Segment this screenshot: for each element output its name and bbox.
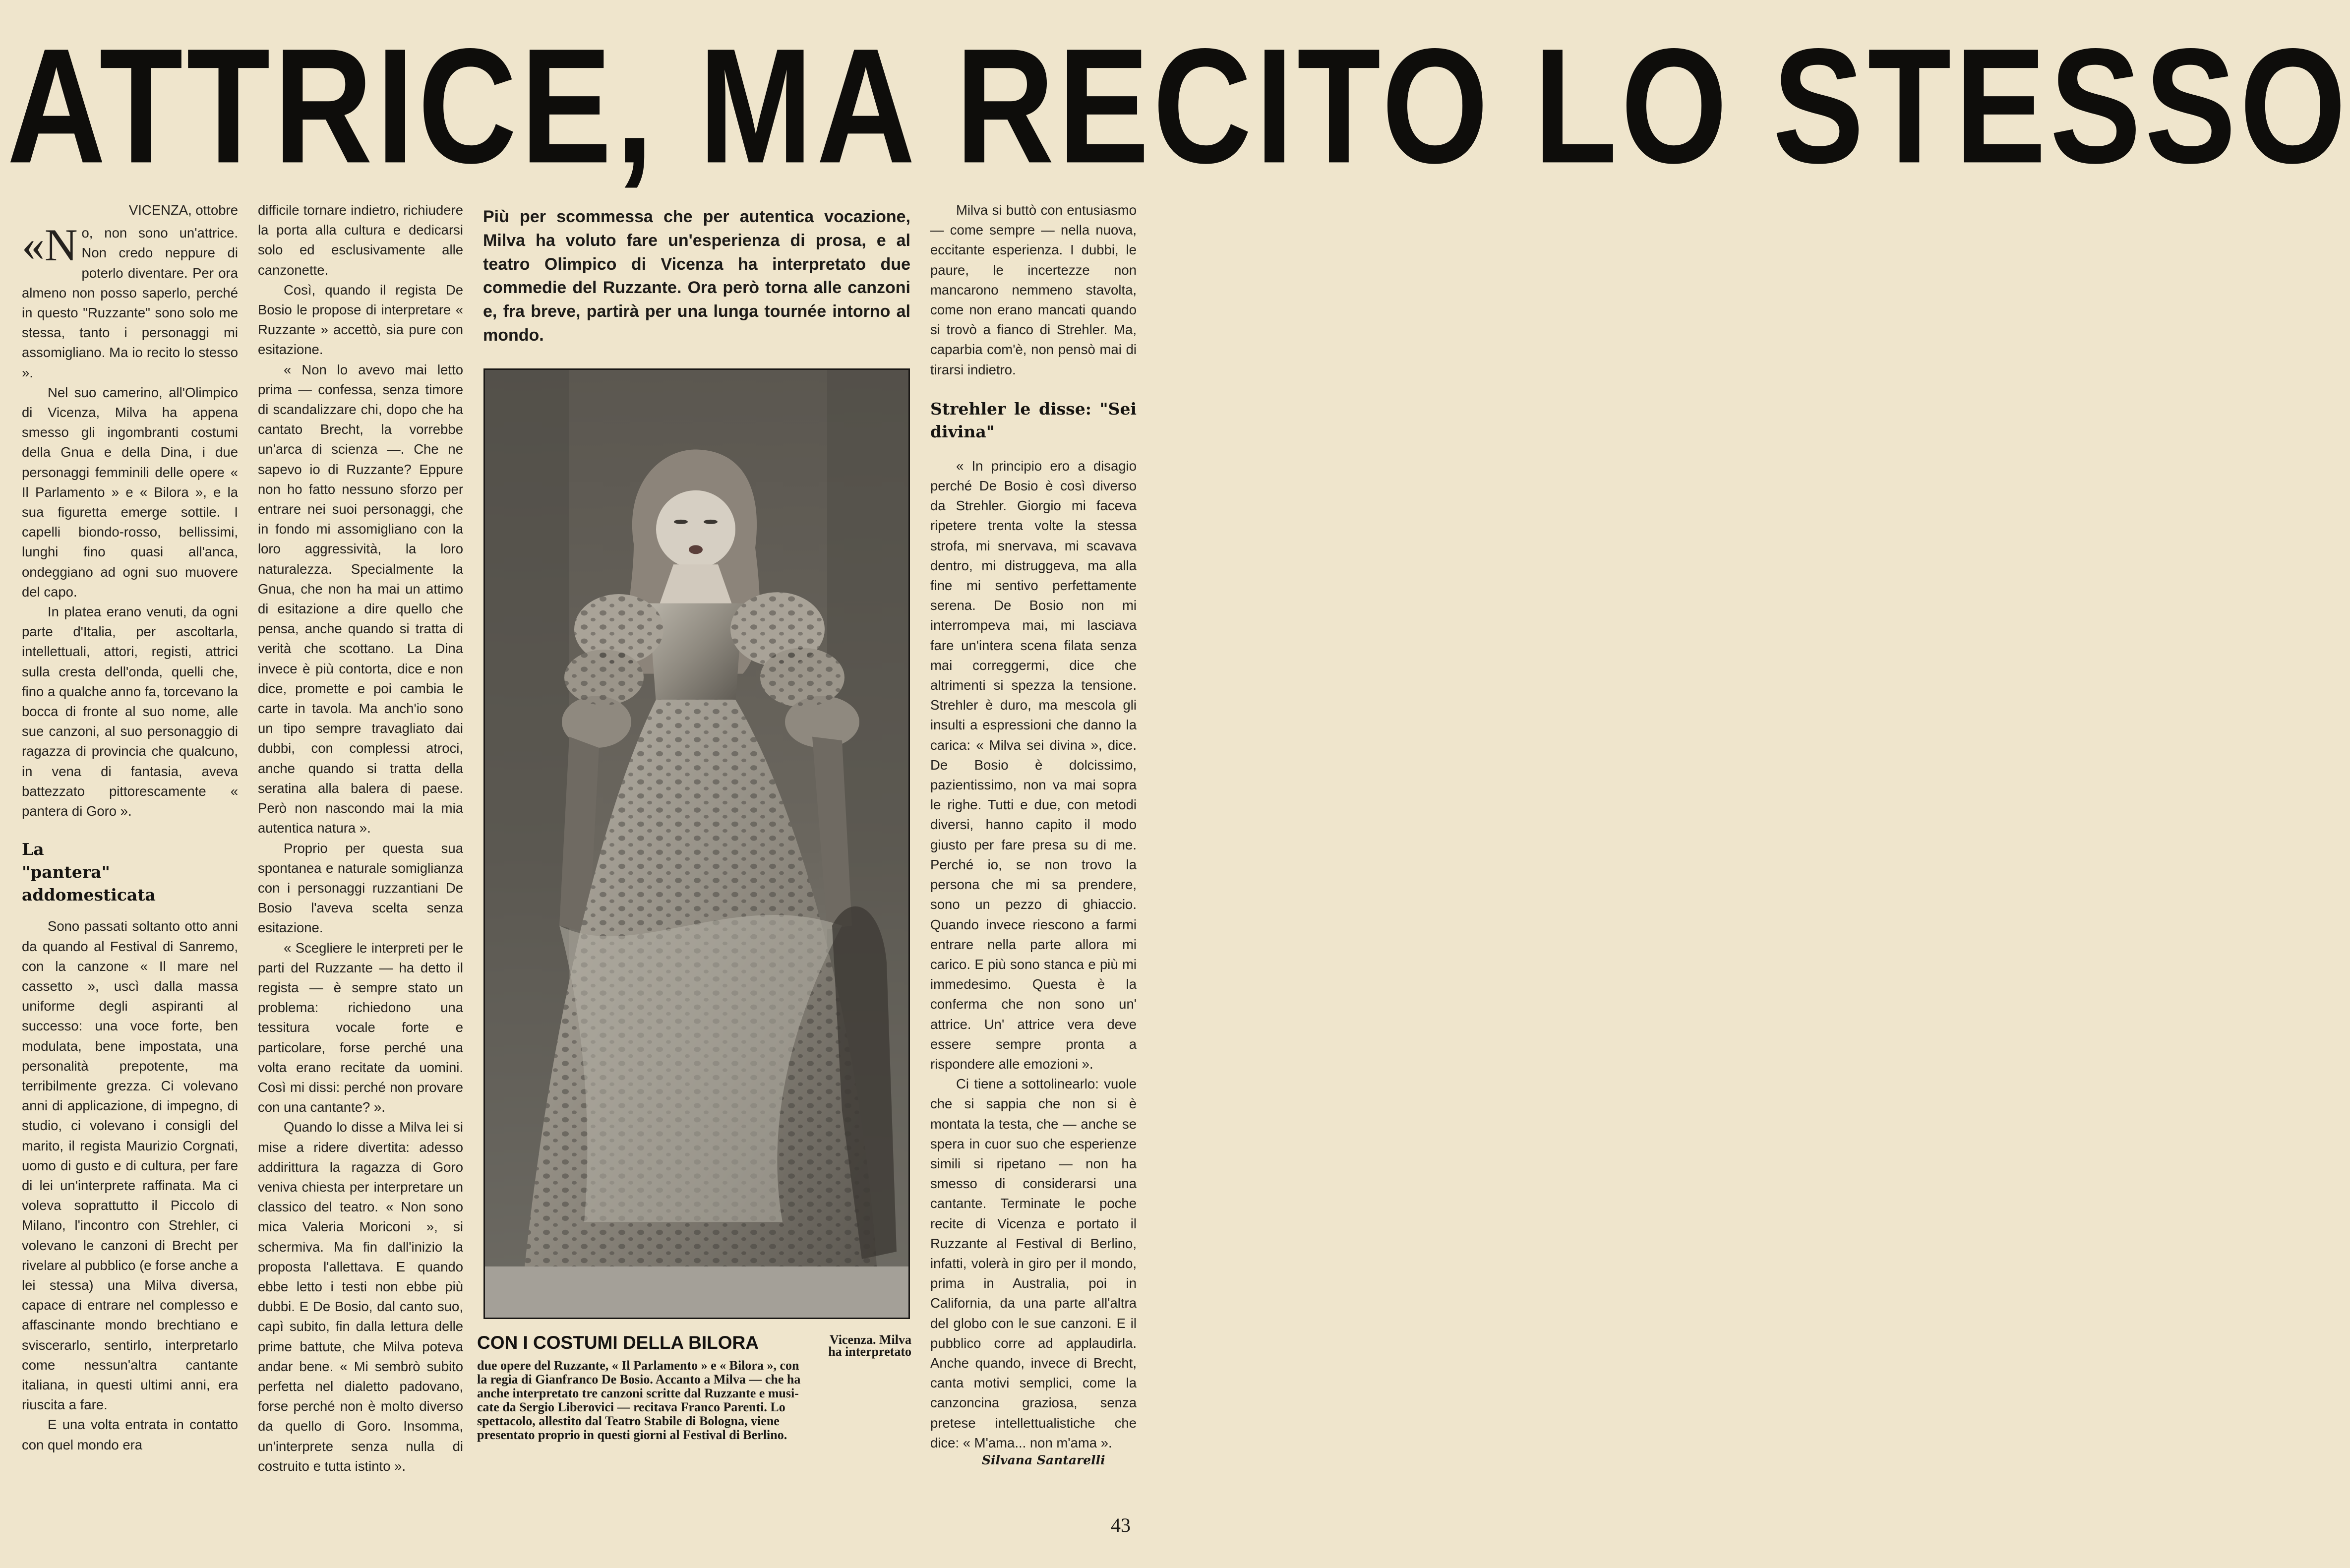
col2-paragraph: Proprio per questa sua spontanea e naturale somiglianza con i personaggi ruzzantiani De Bosio l'aveva scelta senza esitazione. (258, 840, 463, 936)
subhead-pantera: La "pantera" addomesticata (22, 840, 156, 905)
drop-cap: «N (22, 220, 78, 271)
col1-paragraph: In platea erano venuti, da ogni parte d'Italia, per ascoltarla, intellettuali, attori, registi, attrici sulla cresta dell'onda, quelli che, fino a qualche anno fa, torcevano la bocca di fronte al suo nome, alle sue canzoni, al suo personaggio di ragazza di provincia che qualcuno, in vena di fantasia, aveva battezzato pittorescamente « pantera di Goro ». (22, 604, 238, 819)
page-number: 43 (1111, 1514, 1131, 1536)
headline: ATTRICE, MA RECITO LO STESSO (7, 14, 2350, 197)
face (656, 490, 735, 568)
column-1 (22, 200, 238, 1455)
intro-standfirst: Più per scommessa che per autentica vocazione, Milva ha voluto fare un'esperienza di prosa, e al teatro Olimpico di Vicenza ha interpretato due commedie del Ruzzante. Ora però torna alle canzoni e, fra breve, partirà per una lunga tournée intorno al mondo. (483, 207, 910, 345)
col2-paragraph: Così, quando il regista De Bosio le propose di interpretare « Ruzzante » accettò, sia pure con esitazione. (258, 282, 463, 358)
col2-paragraph: « Non lo avevo mai letto prima — confessa, senza timore di scandalizzare chi, dopo che ha cantato Brecht, la vorrebbe un'arca di scienza —. Che ne sapevo io di Ruzzante? Eppure non ho fatto nessuno sforzo per entrare nei suoi personaggi, che in fondo mi assomigliano con la loro aggressività, la loro naturalezza. Specialmente la Gnua, che non ha mai un attimo di esitazione a dire quello che pensa, anche quando si tratta di verità che scottano. La Dina invece è più contorta, dice e non dice, promette e poi cambia le carte in tavola. Ma anch'io sono un tipo sempre travagliato dai dubbi, con complessi atroci, anche quando si tratta della seratina alla balera di paese. Però non nascondo mai la mia autentica natura ». (258, 362, 463, 836)
col4-paragraph: Milva si buttò con entusiasmo — come sempre — nella nuova, eccitante esperienza. I dubbi, le paure, le incertezze non mancarono nemmeno stavolta, come non erano mancati quando si trovò a fianco di Strehler. Ma, caparbia com'è, non pensò mai di tirarsi indietro. (930, 202, 1137, 377)
subhead-strehler: Strehler le disse: "Sei divina" (930, 399, 1137, 441)
col2-paragraph: difficile tornare indietro, richiudere la porta alla cultura e dedicarsi solo ed esclusivamente alle canzonette. (258, 202, 463, 278)
col1-paragraph: E una volta entrata in contatto con quel mondo era (22, 1417, 238, 1452)
caption-line: anche interpretato tre canzoni scritte dal Ruzzante e musi- (477, 1386, 799, 1400)
caption-line: presentato proprio in questi giorni al Festival di Berlino. (477, 1428, 787, 1442)
col2-paragraph: « Scegliere le interpreti per le parti del Ruzzante — ha detto il regista — è sempre stato un problema: richiedono una tessitura vocale forte e particolare, forse perché una volta erano recitate da uomini. Così mi dissi: perché non provare con una cantante? ». (258, 940, 463, 1115)
milva-costume-illustration (485, 370, 908, 1318)
caption-line: la regia di Gianfranco De Bosio. Accanto a Milva — che ha (477, 1372, 801, 1387)
caption-line: cate da Sergio Liberovici — recitava Franco Parenti. Lo (477, 1400, 785, 1414)
stage-floor (485, 1266, 908, 1318)
author-signature: Silvana Santarelli (982, 1453, 1105, 1467)
col1-p1: o, non sono un'attrice. Non credo neppure di poterlo diventare. Per ora almeno non posso saperlo, perché in questo "Ruzzante" sono solo me stessa, tanto i personaggi mi assomigliano. Ma io recito lo stesso ». (22, 225, 238, 380)
col1-paragraph: Nel suo camerino, all'Olimpico di Vicenza, Milva ha appena smesso gli ingombranti costumi della Gnua e della Dina, i due personaggi femminili delle opere « Il Parlamento » e « Bilora », e la sua figuretta emerge sottile. I capelli biondo-rosso, bellissimi, lunghi fino quasi all'anca, ondeggiano ad ogni suo muovere del capo. (22, 384, 238, 600)
col4-paragraph: Ci tiene a sottolinearlo: vuole che si sappia che non si è montata la testa, che — anche se spera in cuor suo che esperienze simili si ripetano — non ha smesso di considerarsi una cantante. Terminate le poche recite di Vicenza e portato il Ruzzante al Festival di Berlino, infatti, volerà in giro per il mondo, prima in Australia, poi in California, da una parte all'altra del globo con le sue canzoni. E il pubblico corre ad applaudirla. Anche quando, invece di Brecht, canta motivi semplici, come la canzoncina graziosa, senza pretese intellettualistiche che dice: « M'ama... non m'ama ». (930, 1076, 1137, 1450)
col1-paragraph (22, 220, 238, 383)
caption-line: due opere del Ruzzante, « Il Parlamento » e « Bilora », con (477, 1358, 799, 1373)
caption-line: Vicenza. Milva (829, 1332, 911, 1347)
column-2 (258, 200, 463, 1476)
col1-paragraph: Sono passati soltanto otto anni da quando al Festival di Sanremo, con la canzone « Il mare nel cassetto », uscì dalla massa uniforme degli aspiranti al successo: una voce forte, ben modulata, bene impostata, una personalità prepotente, ma terribilmente grezza. Ci volevano anni di applicazione, di impegno, di studio, ci volevano i consigli del marito, il regista Maurizio Corgnati, uomo di gusto e di cultura, per fare di lei un'interprete raffinata. Ma ci voleva soprattutto il Piccolo di Milano, l'incontro con Strehler, ci volevano le canzoni di Brecht per rivelare al pubblico (e forse anche a lei stessa) una Milva diversa, capace di entrare nel complesso e affascinante mondo brechtiano e sviscerarlo, sentirlo, interpretarlo come nessun'altra cantante italiana, in questi ultimi anni, era riuscita a fare. (22, 918, 238, 1413)
stage-photo (483, 368, 910, 1319)
caption-title: CON I COSTUMI DELLA BILORA (477, 1332, 759, 1353)
column-4 (930, 200, 1137, 1453)
col4-paragraph: « In principio ero a disagio perché De Bosio è così diverso da Strehler. Giorgio mi faceva ripetere trenta volte la stessa strofa, mi snervava, mi scavava dentro, mi distruggeva, ma alla fine mi sentivo perfettamente serena. De Bosio non mi interrompeva mai, mi lasciava fare un'intera scena filata senza mai correggermi, dice che altrimenti si spezza la tensione. Strehler è duro, ma mescola gli insulti a espressioni che danno la carica: « Milva sei divina », dice. De Bosio è dolcissimo, pazientissimo, non va mai sopra le righe. Tutti e due, con metodi diversi, hanno capito il modo giusto per fare presa su di me. Perché io, se non trovo la persona che mi sa prendere, sono un pezzo di ghiaccio. Quando invece riescono a farmi entrare nella parte allora mi carico. E più sono stanca e più mi immedesimo. Questa è la conferma che non sono un' attrice. Un' attrice vera deve essere sempre pronta a rispondere alle emozioni ». (930, 458, 1137, 1072)
dateline: VICENZA, ottobre (128, 202, 238, 218)
col2-paragraph: Quando lo disse a Milva lei si mise a ridere divertita: adesso addirittura la ragazza di Goro veniva chiesta per interpretare un classico del teatro. « Non sono mica Valeria Moriconi », si schermiva. Ma fin dall'inizio la proposta l'allettava. E quando ebbe letto i testi non ebbe più dubbi. E De Bosio, dal canto suo, capì subito, fin dalla lettura delle prime battute, che Milva poteva andar bene. « Mi sembrò subito perfetta nel dialetto padovano, forse perché non è molto diverso da quello di Goro. Insomma, un'interprete senza nulla di costruito e tutta istinto ». (258, 1119, 463, 1474)
caption-line: ha interpretato (828, 1344, 911, 1359)
bodice (649, 603, 743, 704)
caption-line: spettacolo, allestito dal Teatro Stabile di Bologna, viene (477, 1414, 780, 1428)
